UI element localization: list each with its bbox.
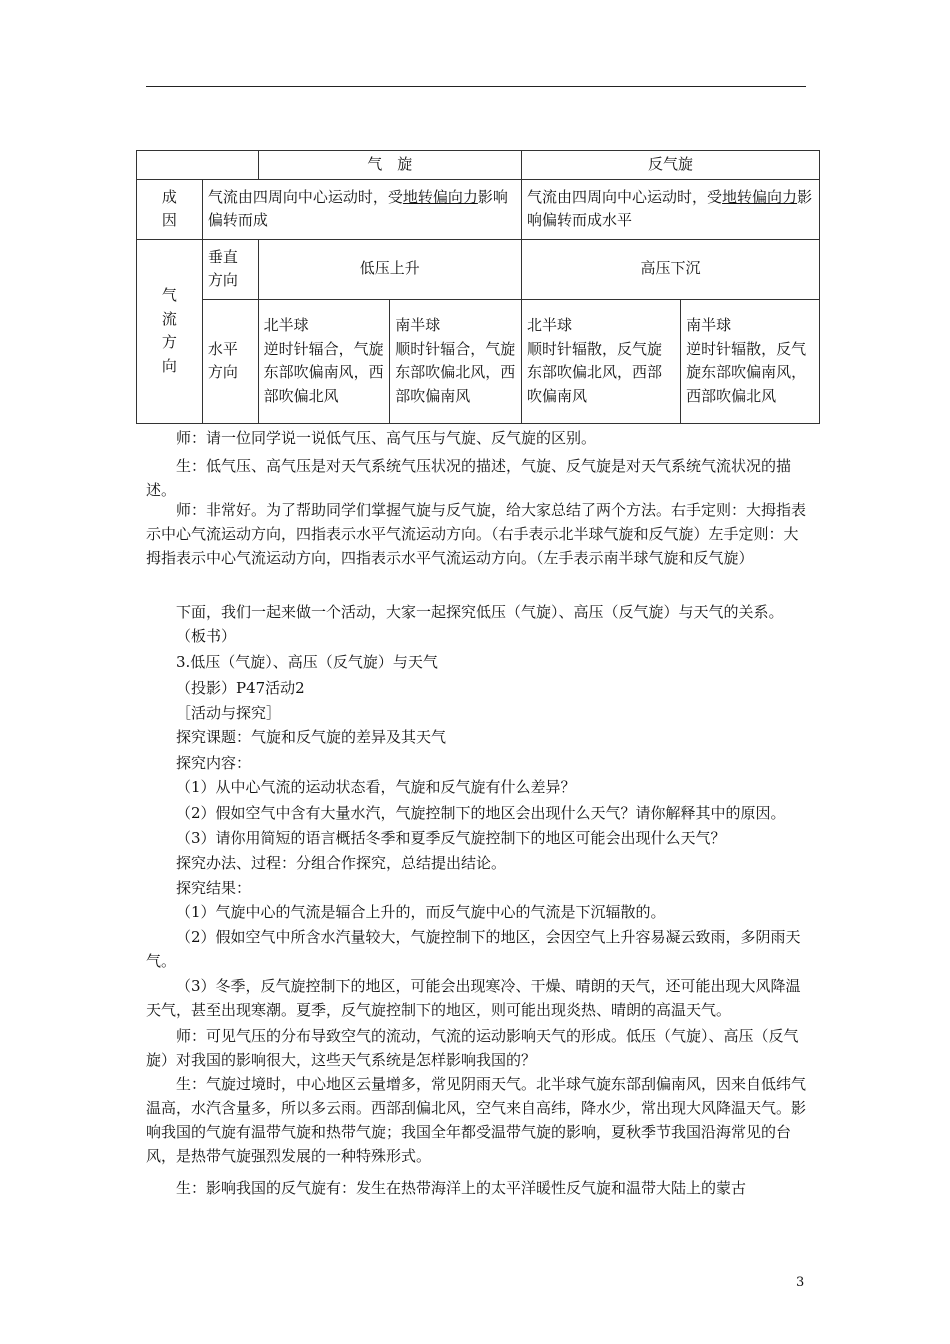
paragraph: 探究内容：: [176, 754, 252, 772]
paragraph: （3）请你用简短的语言概括冬季和夏季反气旋控制下的地区可能会出现什么天气？: [176, 829, 726, 847]
page-number: 3: [796, 1275, 805, 1290]
anticyclone-south: 南半球 逆时针辐散，反气旋东部吹偏南风，西部吹偏北风: [681, 299, 820, 423]
cyclone-cause: 气流由四周向中心运动时，受地转偏向力影响偏转而成: [202, 179, 521, 239]
horizontal-label: 水平方向: [202, 299, 258, 423]
cyclone-vertical: 低压上升: [258, 239, 521, 299]
cause-label-char: 成: [161, 187, 177, 206]
paragraph: （2）假如空气中所含水汽量较大，气旋控制下的地区，会因空气上升容易凝云致雨，多阴雨天气。: [146, 928, 801, 970]
paragraph: （1）从中心气流的运动状态看，气旋和反气旋有什么差异？: [176, 778, 576, 796]
cause-label: [137, 179, 203, 239]
paragraph: 3.低压（气旋）、高压（反气旋）与天气: [176, 653, 438, 671]
paragraph: 生：影响我国的反气旋有：发生在热带海洋上的太平洋暖性反气旋和温带大陆上的蒙古: [176, 1179, 747, 1197]
airflow-label-char: 向: [161, 356, 177, 375]
paragraph: （2）假如空气中含有大量水汽，气旋控制下的地区会出现什么天气？请你解释其中的原因。: [176, 804, 786, 822]
anticyclone-vertical: 高压下沉: [522, 239, 820, 299]
table-corner: [137, 151, 259, 180]
paragraph: 生：低气压、高气压是对天气系统气压状况的描述，气旋、反气旋是对天气系统气流状况的描述。: [146, 457, 792, 499]
airflow-label-char: 流: [161, 309, 177, 328]
cyclone-north: 北半球 逆时针辐合，气旋东部吹偏南风，西部吹偏北风: [258, 299, 390, 423]
paragraph: 生：气旋过境时，中心地区云量增多，常见阴雨天气。北半球气旋东部刮偏南风，因来自低纬气温高，水汽含量多，所以多云雨。西部刮偏北风，空气来自高纬，降水少，常出现大风降温天气。影响我国的气旋有温带气旋和热带气旋；我国全年都受温带气旋的影响，夏秋季节我国沿海常见的台风，是热带气旋强烈发展的一种特殊形式。: [146, 1075, 807, 1165]
paragraph: 探究办法、过程：分组合作探究，总结提出结论。: [176, 854, 507, 872]
paragraph: （1）气旋中心的气流是辐合上升的，而反气旋中心的气流是下沉辐散的。: [176, 903, 666, 921]
airflow-label: [137, 239, 203, 423]
paragraph: 下面，我们一起来做一个活动，大家一起探究低压（气旋）、高压（反气旋）与天气的关系。: [176, 603, 784, 621]
anticyclone-cause: 气流由四周向中心运动时，受地转偏向力影响偏转而成水平: [522, 179, 820, 239]
header-cyclone: 气 旋: [258, 151, 521, 180]
paragraph: 探究结果：: [176, 879, 252, 897]
paragraph: （板书）: [176, 627, 237, 645]
airflow-label-char: 方: [161, 333, 177, 351]
cyclone-comparison-table: [136, 150, 820, 424]
header-rule: [146, 86, 806, 87]
cause-label-char: 因: [161, 211, 177, 229]
paragraph: 探究课题：气旋和反气旋的差异及其天气: [176, 728, 447, 746]
paragraph: 师：请一位同学说一说低气压、高气压与气旋、反气旋的区别。: [176, 429, 597, 447]
airflow-label-char: 气: [161, 286, 177, 304]
anticyclone-north: 北半球 顺时针辐散，反气旋东部吹偏北风，西部吹偏南风: [522, 299, 681, 423]
cyclone-south: 南半球 顺时针辐合，气旋东部吹偏北风，西部吹偏南风: [390, 299, 522, 423]
paragraph: （3）冬季，反气旋控制下的地区，可能会出现寒冷、干燥、晴朗的天气，还可能出现大风降温天气，甚至出现寒潮。夏季，反气旋控制下的地区，则可能出现炎热、晴朗的高温天气。: [146, 977, 801, 1019]
vertical-label: 垂直方向: [202, 239, 258, 299]
paragraph: （投影）P47活动2: [176, 679, 305, 697]
paragraph: ［活动与探究］: [176, 704, 282, 722]
header-anticyclone: 反气旋: [522, 151, 820, 180]
paragraph: 师：可见气压的分布导致空气的流动，气流的运动影响天气的形成。低压（气旋）、高压（反气旋）对我国的影响很大，这些天气系统是怎样影响我国的？: [146, 1027, 799, 1069]
paragraph: 师：非常好。为了帮助同学们掌握气旋与反气旋，给大家总结了两个方法。右手定则：大拇指表示中心气流运动方向，四指表示水平气流运动方向。（右手表示北半球气旋和反气旋）左手定则：大拇指表示中心气流运动方向，四指表示水平气流运动方向。（左手表示南半球气旋和反气旋）: [146, 501, 807, 567]
